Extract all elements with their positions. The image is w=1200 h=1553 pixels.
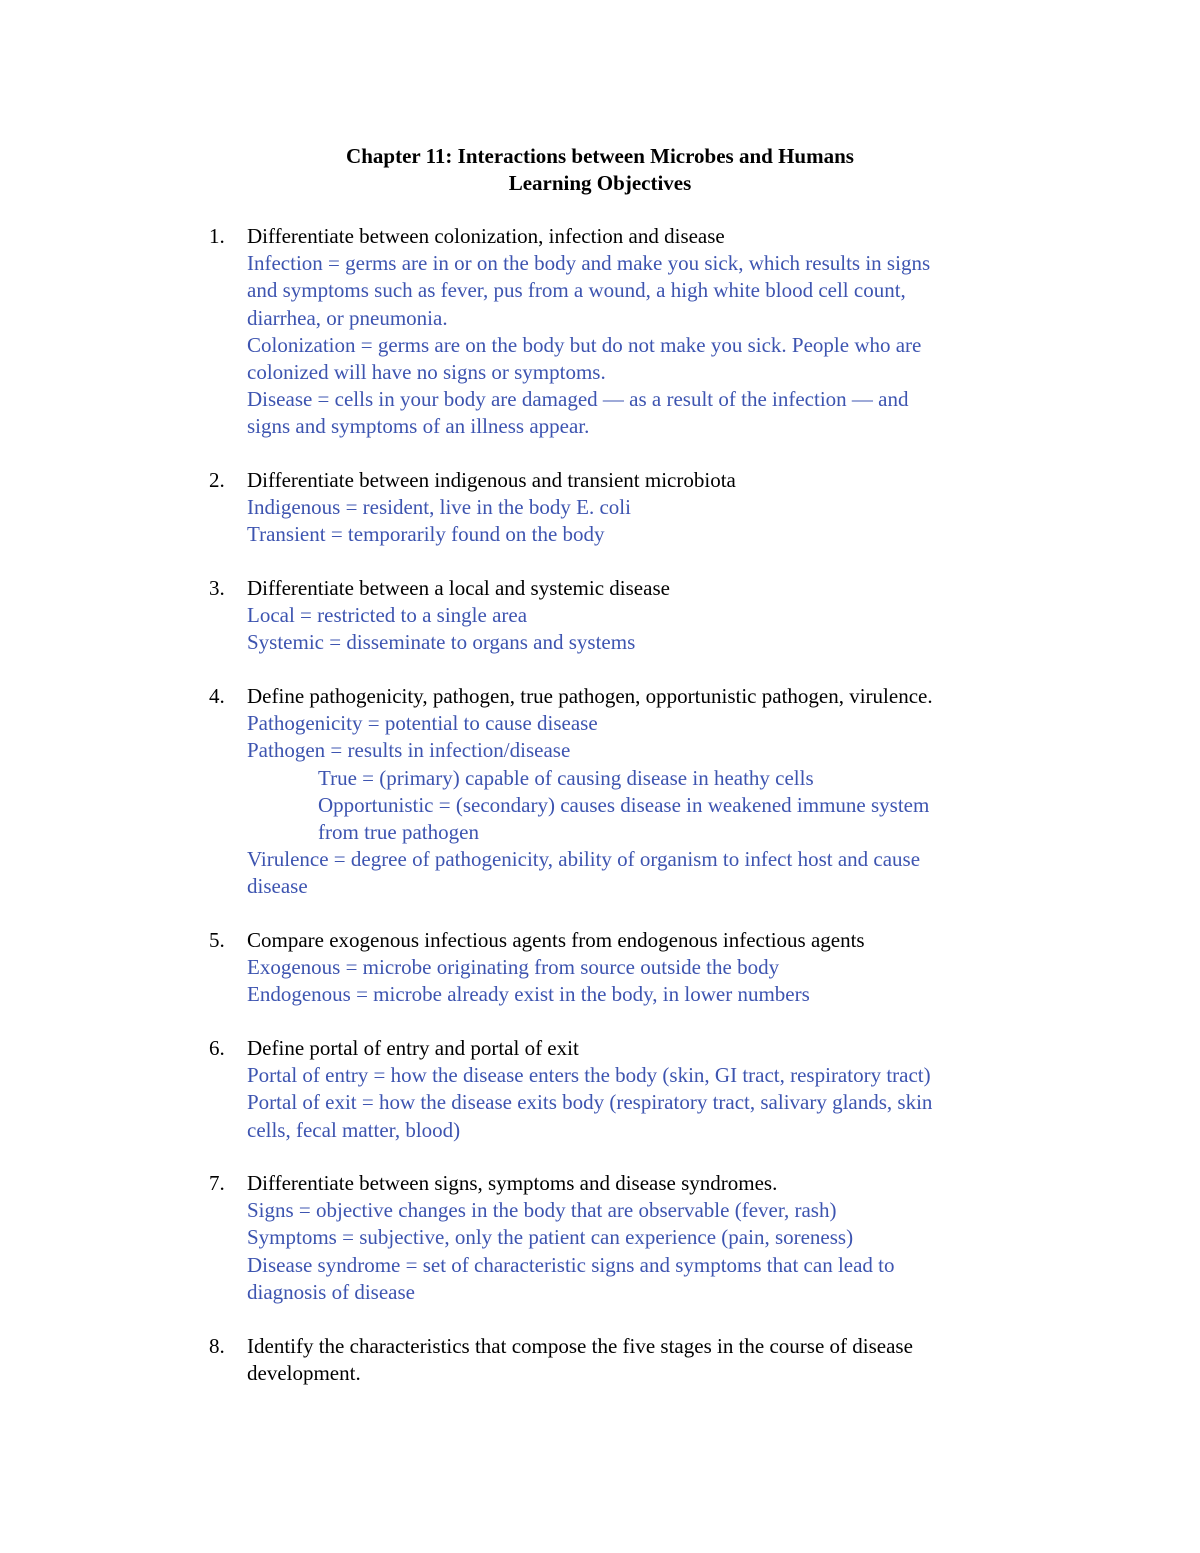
answer-line: Endogenous = microbe already exist in the body, in lower numbers [247,982,810,1007]
objective-question: Differentiate between colonization, infection and disease [247,224,725,248]
answer-line: Disease syndrome = set of characteristic signs and symptoms that can lead to [247,1252,895,1277]
answer-systemic [247,629,1037,656]
answer-line: from true pathogen [318,820,479,845]
objective-question: development. [247,1361,361,1386]
objective-body [247,223,1037,441]
answer-line: disease [247,874,308,899]
answer-line: Colonization = germs are on the body but do not make you sick. People who are [247,332,922,357]
objective-question: Compare exogenous infectious agents from endogenous infectious agents [247,928,865,952]
answer-disease-syndrome [247,1252,1037,1306]
answer-line: Transient = temporarily found on the body [247,522,605,547]
answer-symptoms [247,1224,1037,1251]
objective-body [247,1170,1037,1306]
answer-line: Pathogenicity = potential to cause disease [247,711,598,736]
answer-line: Local = restricted to a single area [247,603,528,628]
answer-line: Systemic = disseminate to organs and systems [247,630,636,655]
answer-signs [247,1197,1037,1224]
objective-number: 2. [209,468,225,492]
objective-question: Identify the characteristics that compose the five stages in the course of disease [247,1334,913,1358]
answer-disease [247,386,1037,440]
answer-line: Pathogen = results in infection/disease [247,738,571,763]
answer-line: Indigenous = resident, live in the body E. coli [247,495,631,520]
objective-number: 1. [209,224,225,248]
answer-line: Exogenous = microbe originating from source outside the body [247,955,780,980]
objective-body [247,927,1037,1009]
answer-line: Virulence = degree of pathogenicity, ability of organism to infect host and cause [247,847,921,872]
answer-infection [247,250,1037,332]
answer-exogenous [247,954,1037,981]
objective-question: Define pathogenicity, pathogen, true pathogen, opportunistic pathogen, virulence. [247,684,933,708]
page-subtitle: Learning Objectives [508,171,692,195]
answer-line: colonized will have no signs or symptoms. [247,360,606,385]
objective-body [247,575,1037,657]
answer-endogenous [247,981,1037,1008]
answer-line: Portal of exit = how the disease exits body (respiratory tract, salivary glands, skin [247,1090,933,1115]
answer-true-pathogen [247,765,1037,792]
answer-line: Disease = cells in your body are damaged — as a result of the infection — and [247,387,909,412]
answer-transient [247,521,1037,548]
objective-body [247,1035,1037,1144]
answer-line: signs and symptoms of an illness appear. [247,414,590,439]
objective-number: 3. [209,576,225,600]
objective-body [247,467,1037,549]
answer-portal-of-entry [247,1062,1037,1089]
answer-line: diagnosis of disease [247,1279,415,1304]
answer-pathogen [247,737,1037,764]
answer-line: Opportunistic = (secondary) causes disease in weakened immune system [318,792,930,817]
objective-question: Differentiate between indigenous and transient microbiota [247,468,736,492]
objective-number: 4. [209,684,225,708]
objective-question: Define portal of entry and portal of exit [247,1036,579,1060]
objective-number: 5. [209,928,225,952]
page-title: Chapter 11: Interactions between Microbes and Humans [346,144,854,168]
answer-line: True = (primary) capable of causing disease in heathy cells [318,765,814,790]
objective-number: 6. [209,1036,225,1060]
answer-line: diarrhea, or pneumonia. [247,305,448,330]
objective-number: 7. [209,1171,225,1195]
objective-question: Differentiate between signs, symptoms and disease syndromes. [247,1171,778,1195]
answer-opportunistic-pathogen [247,792,1037,846]
answer-line: Infection = germs are in or on the body and make you sick, which results in signs [247,251,931,276]
answer-portal-of-exit [247,1089,1037,1143]
answer-pathogenicity [247,710,1037,737]
answer-virulence [247,846,1037,900]
objective-question: Differentiate between a local and systemic disease [247,576,670,600]
answer-indigenous [247,494,1037,521]
answer-line: and symptoms such as fever, pus from a wound, a high white blood cell count, [247,278,906,303]
answer-line: Signs = objective changes in the body that are observable (fever, rash) [247,1198,837,1223]
answer-line: Symptoms = subjective, only the patient can experience (pain, soreness) [247,1225,854,1250]
objective-body [247,1333,1037,1387]
answer-colonization [247,332,1037,386]
answer-local [247,602,1037,629]
answer-line: Portal of entry = how the disease enters the body (skin, GI tract, respiratory tract) [247,1063,931,1088]
answer-line: cells, fecal matter, blood) [247,1117,461,1142]
objective-body [247,683,1037,901]
objective-number: 8. [209,1334,225,1358]
